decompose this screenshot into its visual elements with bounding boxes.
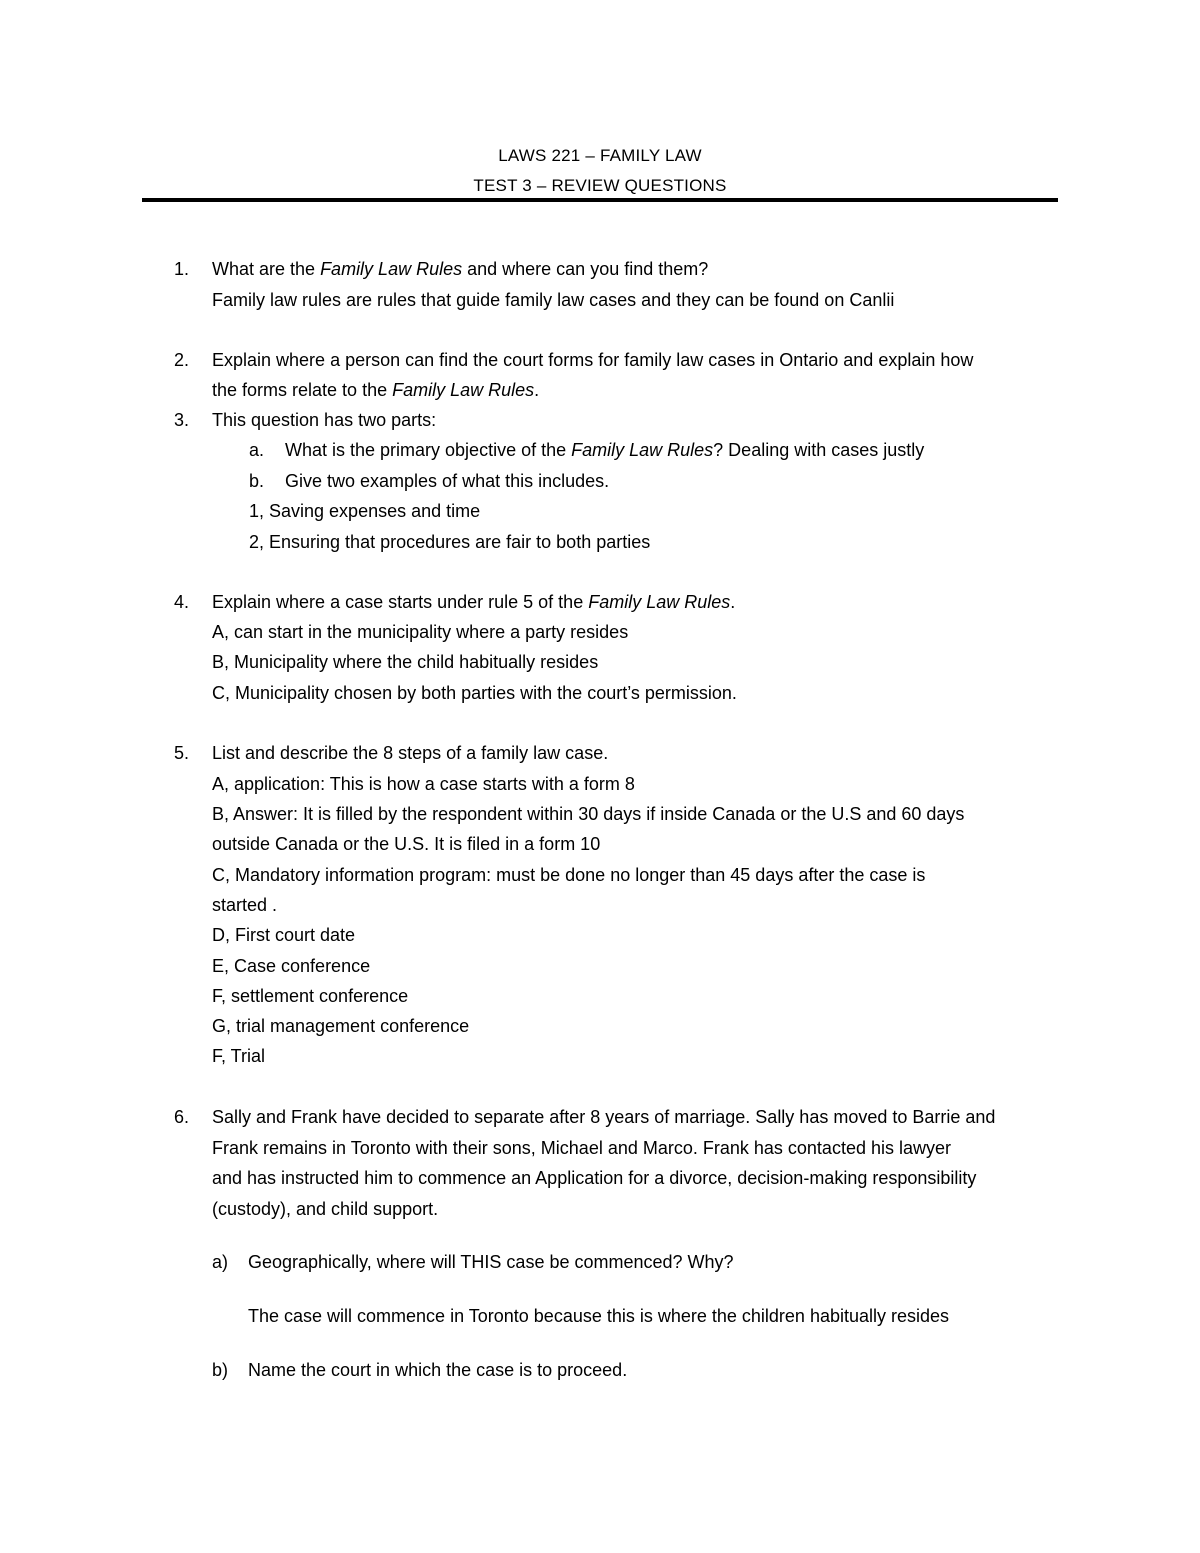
question-2-text-cont xyxy=(212,380,539,401)
header-divider xyxy=(142,198,1058,202)
question-number: 2. xyxy=(174,350,190,370)
question-2-emphasis: Family Law Rules xyxy=(392,380,535,400)
question-3-answer-1: 1, Saving expenses and time xyxy=(249,501,481,521)
question-number: 4. xyxy=(174,592,190,612)
question-5-answer-line: A, application: This is how a case starts with a form 8 xyxy=(212,774,635,794)
question-2-text-part: the forms relate to the xyxy=(212,380,393,400)
question-6-text-line: and has instructed him to commence an Application for a divorce, decision-making responsibility xyxy=(212,1168,977,1188)
question-6a-text: Geographically, where will THIS case be commenced? Why? xyxy=(248,1252,734,1272)
question-5-text: List and describe the 8 steps of a family law case. xyxy=(212,743,609,763)
question-5-answer-line: G, trial management conference xyxy=(212,1016,470,1036)
document-subtitle: TEST 3 – REVIEW QUESTIONS xyxy=(473,176,727,195)
sub-question-label: b. xyxy=(249,471,265,491)
question-5-answer-line: outside Canada or the U.S. It is filed in a form 10 xyxy=(212,834,601,854)
question-5-answer-line: started . xyxy=(212,895,278,915)
question-6-text-line: Sally and Frank have decided to separate after 8 years of marriage. Sally has moved to Barrie and xyxy=(212,1107,996,1127)
question-number: 1. xyxy=(174,259,190,279)
question-3-text: This question has two parts: xyxy=(212,410,437,430)
question-3a-text-part: What is the primary objective of the xyxy=(285,440,572,460)
question-5-answer-line: F, settlement conference xyxy=(212,986,409,1006)
question-5-answer-line: E, Case conference xyxy=(212,956,371,976)
question-1-text xyxy=(212,259,708,280)
question-4-answer-c: C, Municipality chosen by both parties with the court’s permission. xyxy=(212,683,737,703)
document-title: LAWS 221 – FAMILY LAW xyxy=(498,146,702,165)
question-3a-text-part: ? Dealing with cases justly xyxy=(713,440,925,460)
question-6-text-line: (custody), and child support. xyxy=(212,1199,439,1219)
question-4-text xyxy=(212,592,735,613)
question-4-answer-b: B, Municipality where the child habitually resides xyxy=(212,652,599,672)
question-3a-text xyxy=(285,440,924,461)
question-6a-answer: The case will commence in Toronto because this is where the children habitually resides xyxy=(248,1306,950,1326)
question-1-text-part: What are the xyxy=(212,259,321,279)
question-5-answer-line: F, Trial xyxy=(212,1046,266,1066)
sub-question-label: a) xyxy=(212,1252,229,1272)
question-1-text-part: and where can you find them? xyxy=(462,259,709,279)
question-1-emphasis: Family Law Rules xyxy=(320,259,463,279)
question-2-text-part: . xyxy=(534,380,540,400)
question-6b-text: Name the court in which the case is to proceed. xyxy=(248,1360,628,1380)
question-3b-text: Give two examples of what this includes. xyxy=(285,471,610,491)
question-4-text-part: Explain where a case starts under rule 5 of the xyxy=(212,592,589,612)
question-4-emphasis: Family Law Rules xyxy=(588,592,731,612)
question-6-text-line: Frank remains in Toronto with their sons, Michael and Marco. Frank has contacted his lawyer xyxy=(212,1138,951,1158)
question-5-answer-line: B, Answer: It is filled by the respondent within 30 days if inside Canada or the U.S and 60 days xyxy=(212,804,965,824)
question-4-text-part: . xyxy=(730,592,736,612)
sub-question-label: b) xyxy=(212,1360,229,1380)
question-4-answer-a: A, can start in the municipality where a party resides xyxy=(212,622,629,642)
question-number: 5. xyxy=(174,743,190,763)
question-number: 6. xyxy=(174,1107,190,1127)
question-5-answer-line: C, Mandatory information program: must be done no longer than 45 days after the case is xyxy=(212,865,926,885)
sub-question-label: a. xyxy=(249,440,265,460)
question-3a-emphasis: Family Law Rules xyxy=(571,440,714,460)
question-1-answer: Family law rules are rules that guide family law cases and they can be found on Canlii xyxy=(212,290,895,310)
question-3-answer-2: 2, Ensuring that procedures are fair to both parties xyxy=(249,532,651,552)
question-2-text: Explain where a person can find the court forms for family law cases in Ontario and explain how xyxy=(212,350,974,370)
question-number: 3. xyxy=(174,410,190,430)
question-5-answer-line: D, First court date xyxy=(212,925,356,945)
